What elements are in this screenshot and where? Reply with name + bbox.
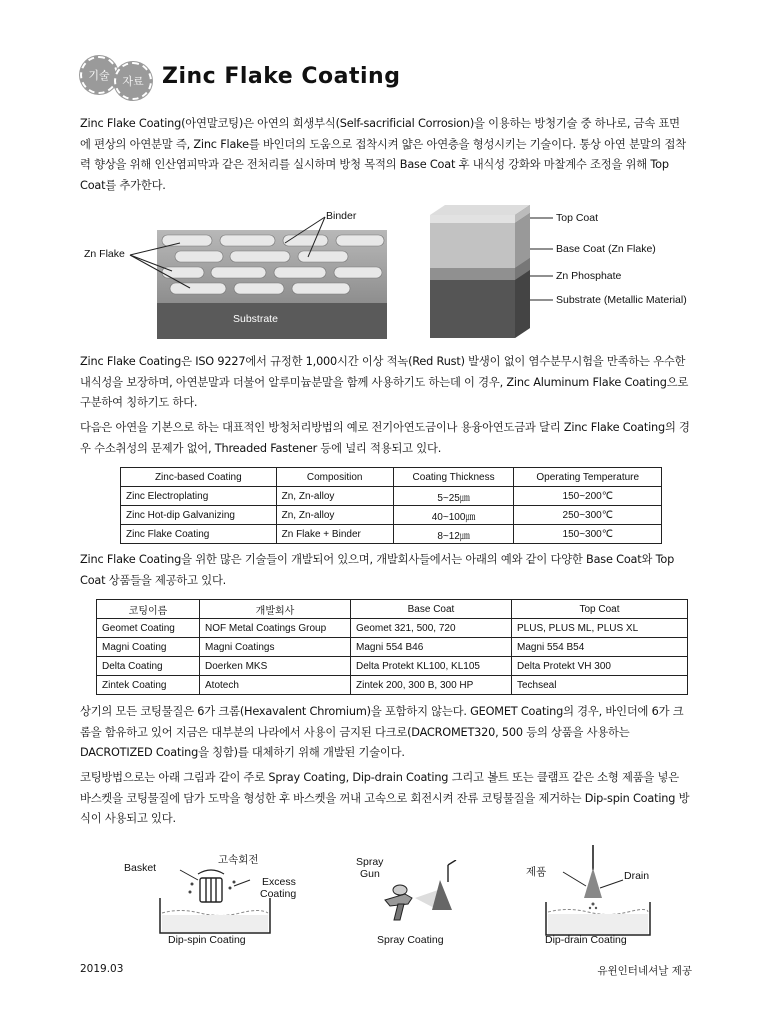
spray-gun-figure — [370, 860, 470, 930]
drain-label: Drain — [624, 870, 650, 882]
table-cell: Zn, Zn-alloy — [276, 487, 393, 506]
paragraph-intro: Zinc Flake Coating(아연말코팅)은 아연의 희생부식(Self-sacrificial Corrosion)을 이용하는 방청기술 중 하나로, 금속 표면에 편상의 아연분말 즉, Zinc Flake를 바인더의 도움으로 접착시켜 얇은 아연층을 형성시키는 기술이다. 통상 아연 분말의 접착력 향상을 위해 인산염피막과 같은 전처리를 실시하며 방청 목적의 Base Coat 후 내식성 강화와 마찰계수 조정을 위해 Top Coat를 추가한다. — [80, 117, 686, 192]
table-cell: Atotech — [200, 676, 351, 695]
table-cell: Zn, Zn-alloy — [276, 506, 393, 525]
table-cell: Magni 554 B46 — [351, 638, 512, 657]
spray-label: Spray — [356, 856, 384, 868]
table-header-cell: Composition — [276, 468, 393, 487]
table-row — [121, 525, 662, 544]
dip-drain-caption: Dip-drain Coating — [545, 934, 627, 946]
table-row — [121, 487, 662, 506]
table-cell: Delta Protekt VH 300 — [512, 657, 688, 676]
paragraph-products: Zinc Flake Coating을 위한 많은 기술들이 개발되어 있으며, 개발회사들에서는 아래의 예와 같이 다양한 Base Coat와 Top Coat 상품들을 제공하고 있다. — [80, 553, 675, 587]
table-cell: 150~200℃ — [514, 487, 662, 506]
table-header-row — [121, 468, 662, 487]
high-speed-label: 고속회전 — [218, 854, 259, 866]
table-header-row — [97, 600, 688, 619]
table-row — [121, 506, 662, 525]
excess-label: Excess — [262, 876, 296, 888]
table-cell: 5~25㎛ — [393, 487, 514, 506]
table-cell: Magni Coatings — [200, 638, 351, 657]
table-cell: Delta Coating — [97, 657, 200, 676]
zn-phosphate-label: Zn Phosphate — [556, 270, 622, 282]
table-header-cell: Top Coat — [512, 600, 688, 619]
spray-coating-caption: Spray Coating — [377, 934, 444, 946]
table-row — [97, 676, 688, 695]
table-cell: PLUS, PLUS ML, PLUS XL — [512, 619, 688, 638]
footer-date: 2019.03 — [80, 963, 124, 975]
table-cell: Delta Protekt KL100, KL105 — [351, 657, 512, 676]
gun-label: Gun — [360, 868, 380, 880]
paragraph-iso: Zinc Flake Coating은 ISO 9227에서 규정한 1,000시간 이상 적녹(Red Rust) 발생이 없이 염수분무시험을 만족하는 우수한 내식성을 보장하며, 아연분말과 더불어 알루미늄분말을 함께 사용하기도 하는데 이 경우, Zinc Aluminum Flake Coating으로 구분하여 칭하기도 하다. — [80, 355, 689, 409]
table-cell: 40~100㎛ — [393, 506, 514, 525]
table-header-cell: Coating Thickness — [393, 468, 514, 487]
binder-label: Binder — [326, 210, 357, 222]
table-row — [97, 657, 688, 676]
dip-spin-caption: Dip-spin Coating — [168, 934, 246, 946]
substrate-label: Substrate — [233, 313, 278, 325]
table-cell: Zinc Flake Coating — [121, 525, 277, 544]
footer-provider: 유윈인터네셔날 제공 — [597, 965, 692, 977]
table-header-cell: Zinc-based Coating — [121, 468, 277, 487]
zn-flake-label: Zn Flake — [84, 248, 125, 260]
substrate-metal-label: Substrate (Metallic Material) — [556, 294, 687, 306]
coating-layers-figure — [425, 200, 555, 345]
table-cell: Zintek 200, 300 B, 300 HP — [351, 676, 512, 695]
table-cell: Zintek Coating — [97, 676, 200, 695]
table-header-cell: 코팅이름 — [97, 600, 200, 619]
zinc-coating-comparison-table — [120, 467, 662, 544]
table-cell: Geomet Coating — [97, 619, 200, 638]
basket-label: Basket — [124, 862, 157, 874]
table-row — [97, 638, 688, 657]
coating-products-table — [96, 599, 688, 695]
table-cell: NOF Metal Coatings Group — [200, 619, 351, 638]
badge-data: 자료 — [114, 62, 152, 100]
table-cell: Zn Flake + Binder — [276, 525, 393, 544]
table-cell: Doerken MKS — [200, 657, 351, 676]
page-title: Zinc Flake Coating — [162, 64, 401, 89]
badge-tech: 기술 — [80, 56, 118, 94]
table-cell: 8~12㎛ — [393, 525, 514, 544]
table-cell: Zinc Hot-dip Galvanizing — [121, 506, 277, 525]
table-cell: Magni Coating — [97, 638, 200, 657]
top-coat-label: Top Coat — [556, 212, 599, 224]
paragraph-chromium: 상기의 모든 코팅물질은 6가 크롬(Hexavalent Chromium)을 포함하지 않는다. GEOMET Coating의 경우, 바인더에 6가 크롬을 함유하고 있어 지금은 대부분의 나라에서 사용이 금지된 다크로(DACROMET320, 500 등의 상품을 사용하는 DACROTIZED Coating을 칭함)를 대체하기 위해 개발된 기술이다. — [80, 705, 684, 759]
paragraph-methods: 다음은 아연을 기본으로 하는 대표적인 방청처리방법의 예로 전기아연도금이나 용융아연도금과 달리 Zinc Flake Coating의 경우 수소취성의 문제가 없어, Threaded Fastener 등에 널리 적용되고 있다. — [80, 421, 690, 455]
table-cell: Zinc Electroplating — [121, 487, 277, 506]
paragraph-coating-methods: 코팅방법으로는 아래 그림과 같이 주로 Spray Coating, Dip-drain Coating 그리고 볼트 또는 클램프 같은 소형 제품을 넣은 바스켓을 코팅물질에 담가 도막을 형성한 후 바스켓을 꺼내 고속으로 회전시켜 잔류 코팅물질을 제거하는 Dip-spin Coating 방식이 사용되고 있다. — [80, 771, 690, 825]
table-header-cell: Operating Temperature — [514, 468, 662, 487]
base-coat-label: Base Coat (Zn Flake) — [556, 243, 656, 255]
dip-drain-figure — [538, 840, 658, 940]
excess-coating-label: Coating — [260, 888, 297, 900]
table-cell: 250~300℃ — [514, 506, 662, 525]
table-row — [97, 619, 688, 638]
table-header-cell: 개발회사 — [200, 600, 351, 619]
table-cell: Magni 554 B54 — [512, 638, 688, 657]
table-cell: Geomet 321, 500, 720 — [351, 619, 512, 638]
table-cell: Techseal — [512, 676, 688, 695]
table-cell: 150~300℃ — [514, 525, 662, 544]
table-header-cell: Base Coat — [351, 600, 512, 619]
product-label: 제품 — [526, 866, 547, 878]
